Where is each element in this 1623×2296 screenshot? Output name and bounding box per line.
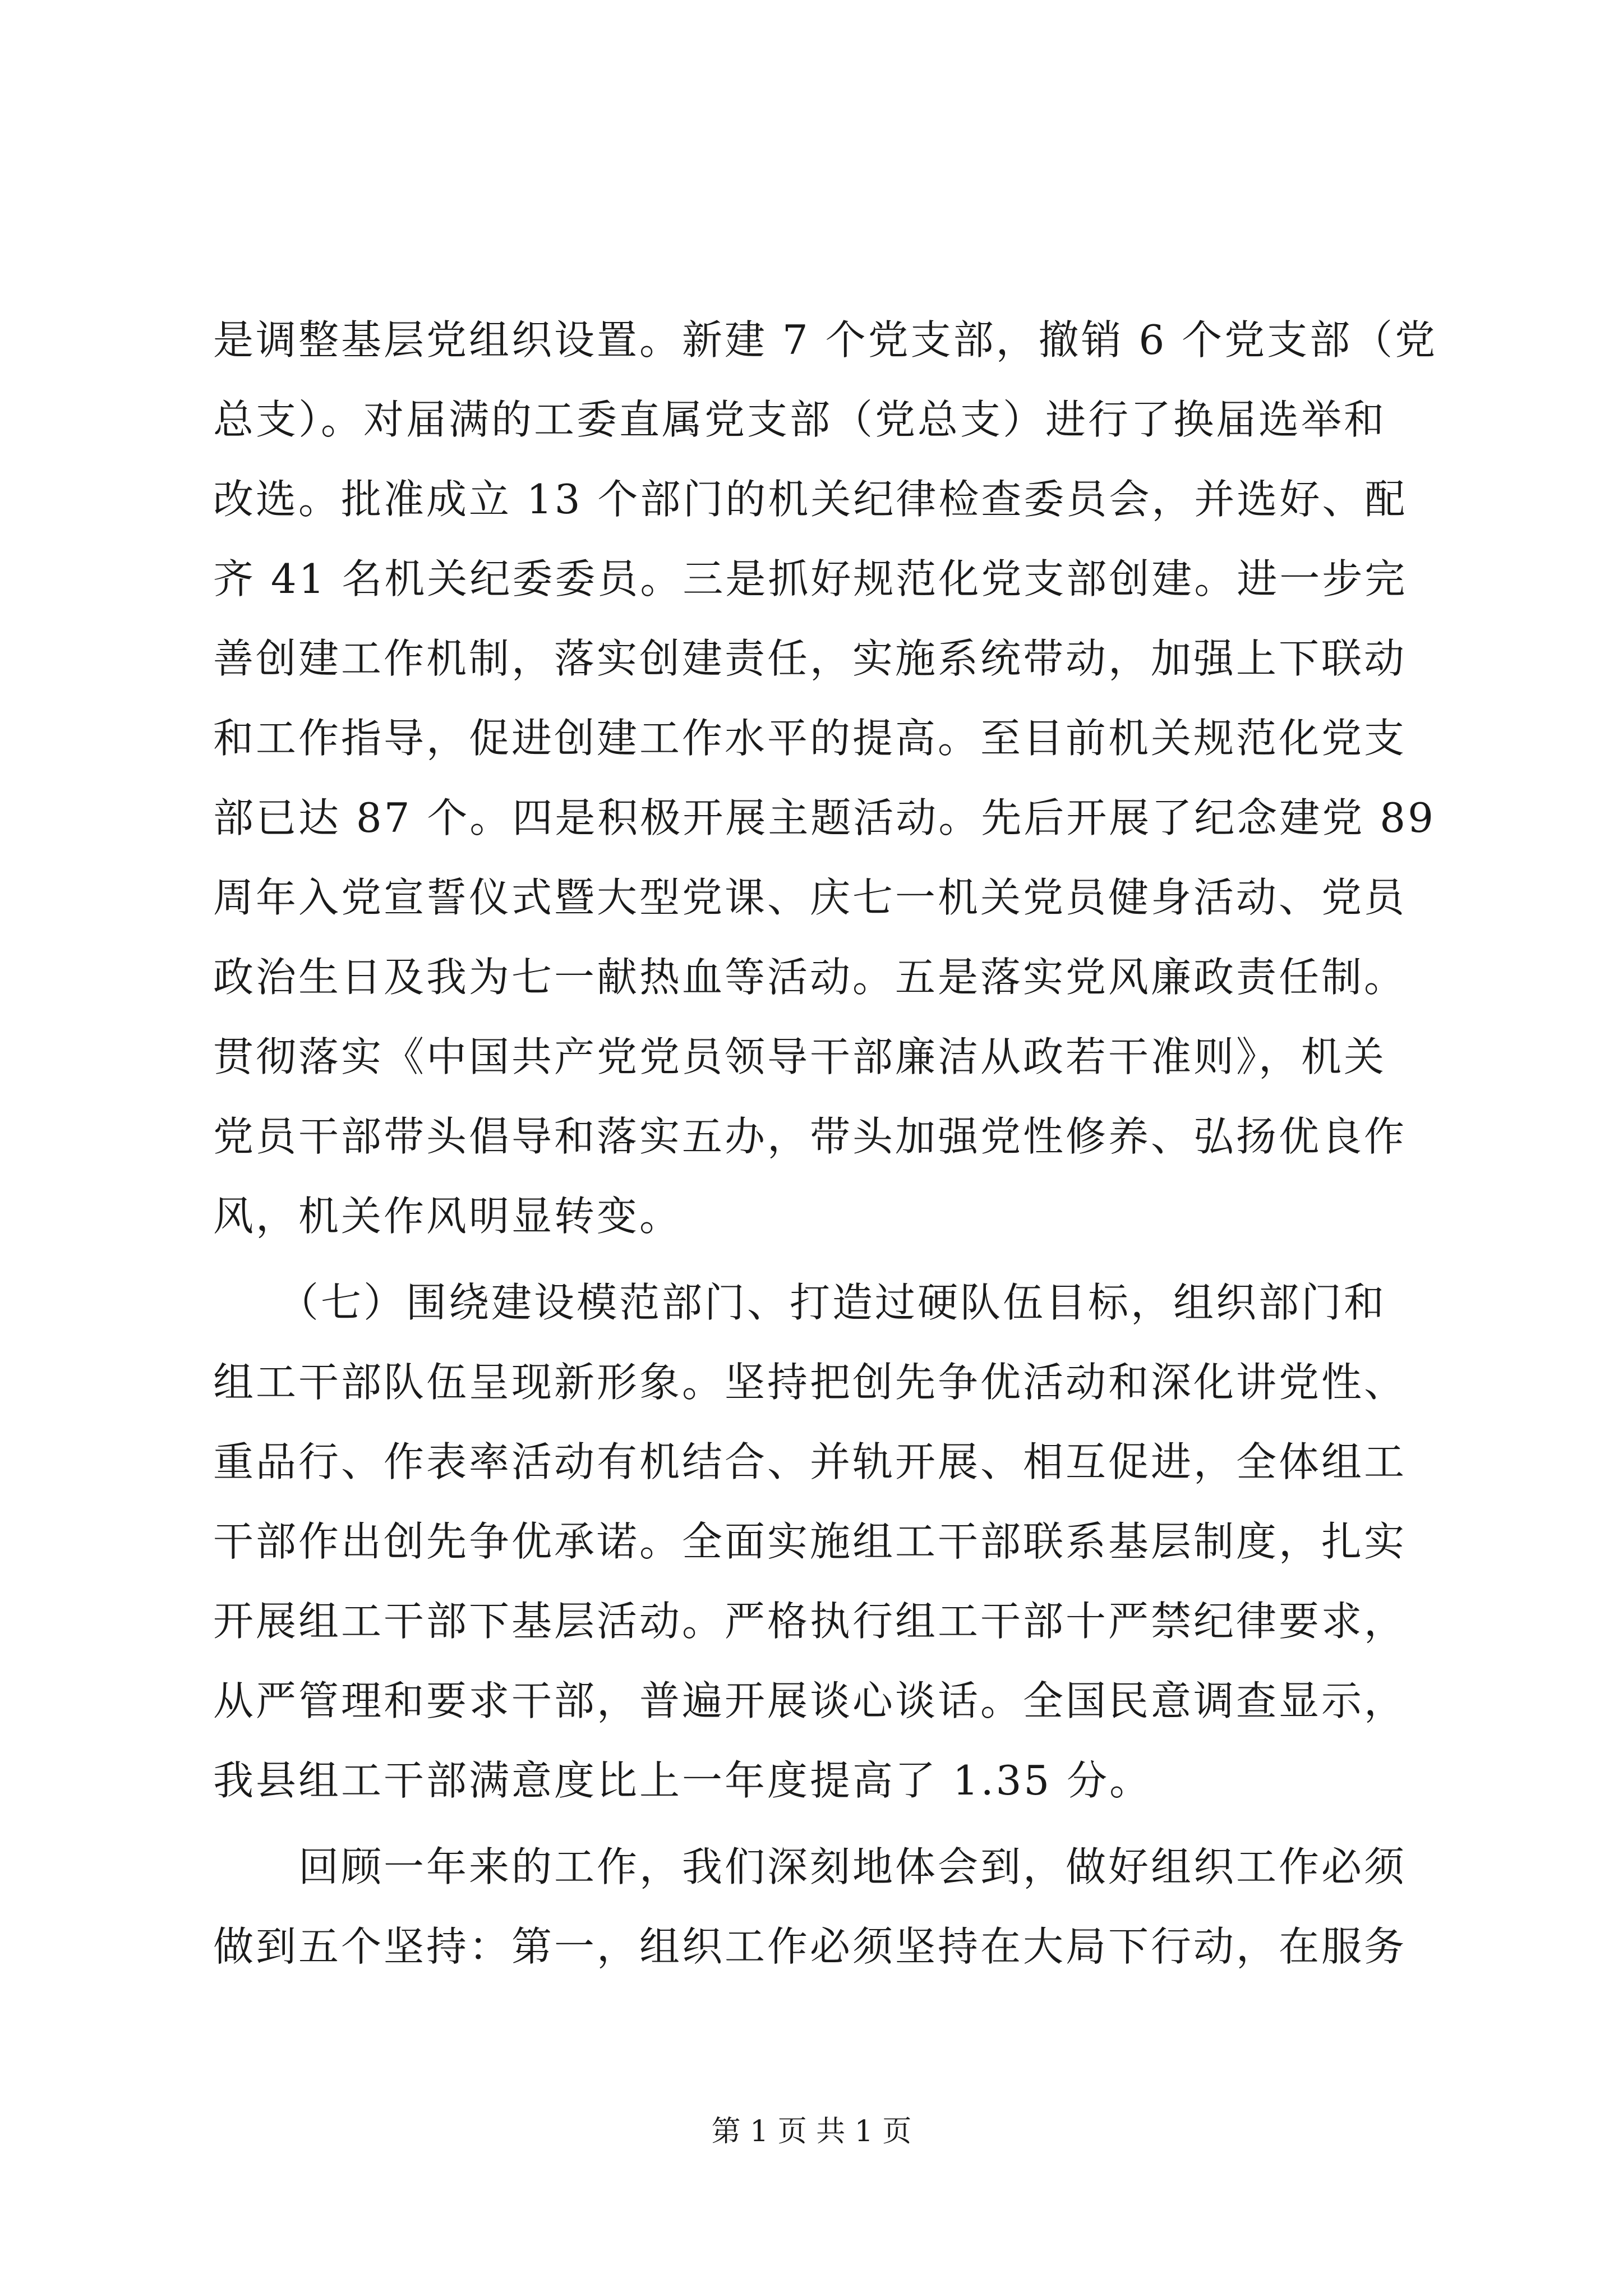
text-line: 政治生日及我为七一献热血等活动。五是落实党风廉政责任制。 [213,954,1407,1001]
text-line: 组工干部队伍呈现新形象。坚持把创先争优活动和深化讲党性、 [213,1359,1407,1406]
text-line: 齐 41 名机关纪委委员。三是抓好规范化党支部创建。进一步完 [213,555,1408,602]
text-line: 善创建工作机制，落实创建责任，实施系统带动，加强上下联动 [213,635,1407,682]
text-line: 开展组工干部下基层活动。严格执行组工干部十严禁纪律要求， [213,1598,1407,1645]
text-line: 和工作指导，促进创建工作水平的提高。至目前机关规范化党支 [213,715,1407,762]
text-line: 总支）。对届满的工委直属党支部（党总支）进行了换届选举和 [213,396,1387,443]
text-line: 回顾一年来的工作，我们深刻地体会到，做好组织工作必须 [213,1843,1407,1890]
page-footer [0,2112,1623,2151]
text-line: 党员干部带头倡导和落实五办，带头加强党性修养、弘扬优良作 [213,1113,1407,1160]
text-line: 重品行、作表率活动有机结合、并轨开展、相互促进，全体组工 [213,1438,1407,1485]
text-line: 是调整基层党组织设置。新建 7 个党支部，撤销 6 个党支部（党 [213,316,1438,364]
text-line: 从严管理和要求干部，普遍开展谈心谈话。全国民意调查显示， [213,1677,1407,1724]
text-line: 周年入党宣誓仪式暨大型党课、庆七一机关党员健身活动、党员 [213,874,1407,921]
text-line: （七）围绕建设模范部门、打造过硬队伍目标，组织部门和 [213,1279,1387,1326]
paragraph-1 [213,300,1438,1256]
text-line: 改选。批准成立 13 个部门的机关纪律检查委员会，并选好、配 [213,476,1408,523]
paragraph-2 [213,1263,1424,1820]
page-number-label: 第 1 页 共 1 页 [711,2115,912,2148]
document-body [213,300,1438,1986]
text-line: 干部作出创先争优承诺。全面实施组工干部联系基层制度，扎实 [213,1518,1407,1565]
paragraph-3 [213,1827,1424,1986]
text-line: 风，机关作风明显转变。 [213,1193,683,1240]
text-line: 贯彻落实《中国共产党党员领导干部廉洁从政若干准则》，机关 [213,1033,1387,1080]
paragraph-gap [213,1256,1424,1263]
paragraph-gap [213,1820,1424,1827]
text-line: 做到五个坚持：第一，组织工作必须坚持在大局下行动，在服务 [213,1923,1407,1970]
text-line: 我县组工干部满意度比上一年度提高了 1.35 分。 [213,1757,1152,1804]
text-line: 部已达 87 个。四是积极开展主题活动。先后开展了纪念建党 89 [213,794,1436,841]
